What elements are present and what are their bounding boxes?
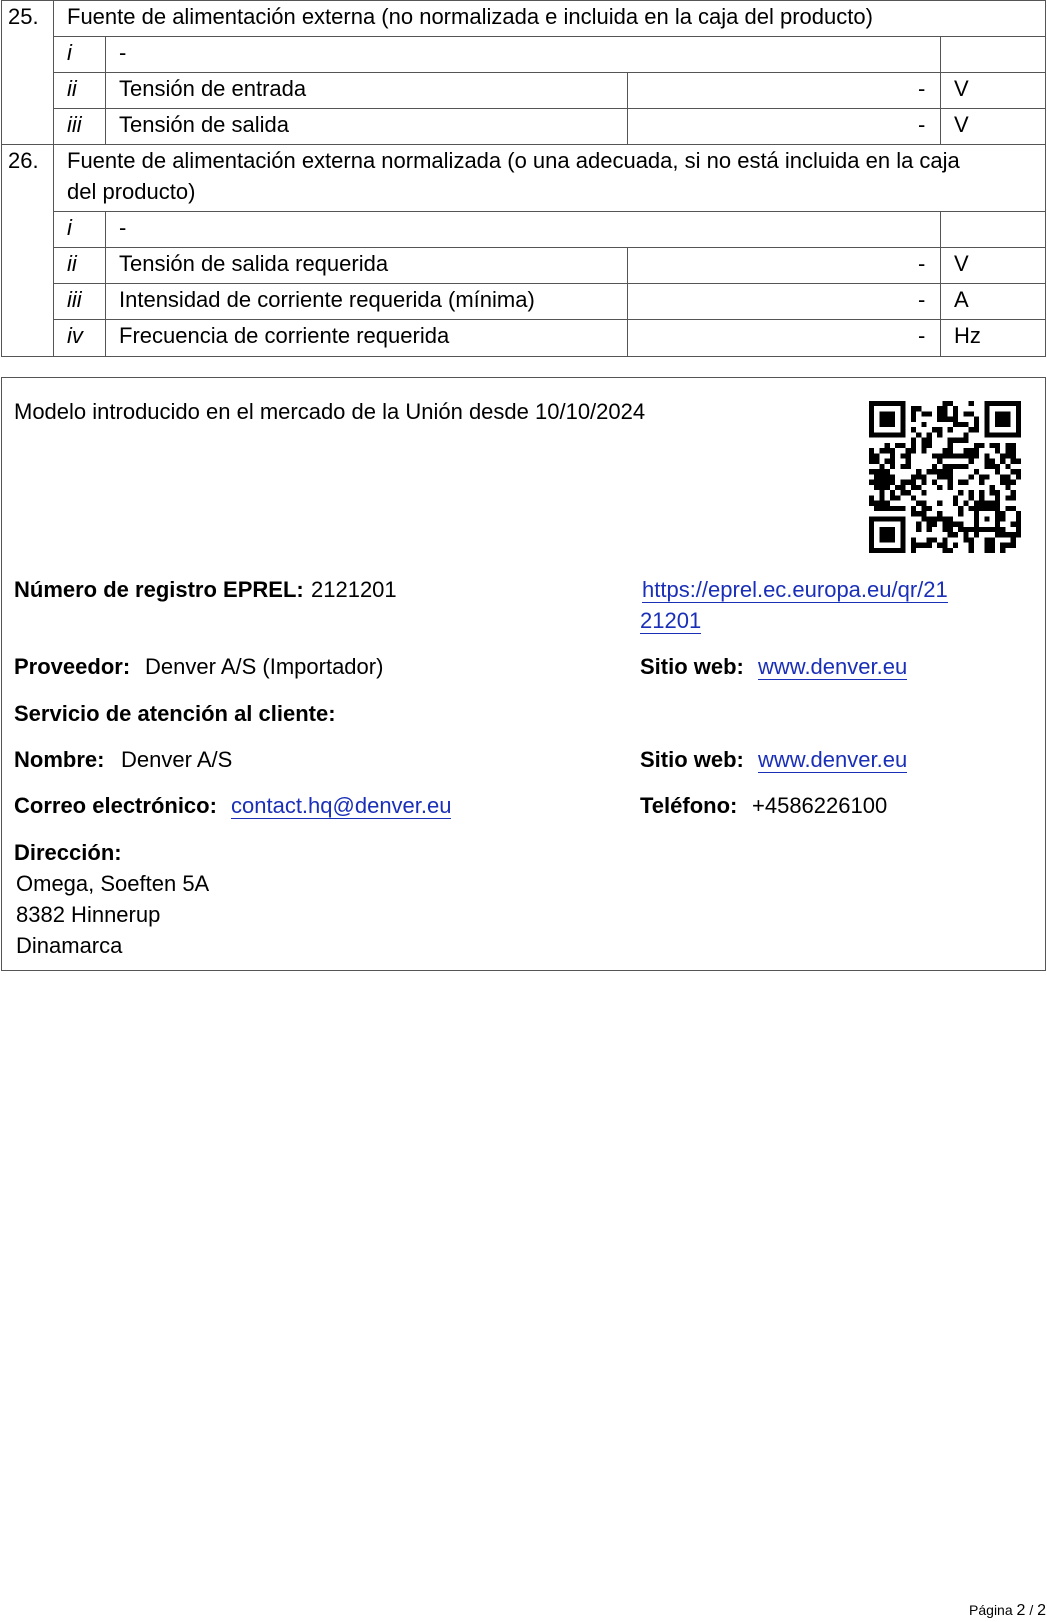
sub-label: Intensidad de corriente requerida (mínima) xyxy=(119,287,535,312)
supplier-value: Denver A/S (Importador) xyxy=(145,654,384,679)
sub-unit: V xyxy=(954,76,969,101)
value-column-divider-26 xyxy=(627,247,628,357)
page-word: Página xyxy=(969,1602,1013,1618)
row-separator xyxy=(53,36,1046,37)
sub-unit: Hz xyxy=(954,323,981,348)
name-value: Denver A/S xyxy=(121,747,233,772)
info-box-border-left xyxy=(1,377,2,971)
roman-column-divider-25 xyxy=(105,36,106,145)
sub-roman: iii xyxy=(67,287,82,312)
row-separator xyxy=(1,144,1046,145)
supplier-label: Proveedor: xyxy=(14,654,131,679)
phone-value: +4586226100 xyxy=(752,793,888,818)
sub-label: - xyxy=(119,215,127,240)
sub-value: - xyxy=(918,112,926,137)
sub-label: Frecuencia de corriente requerida xyxy=(119,323,450,348)
page-separator: / xyxy=(1029,1602,1034,1618)
eprel-link-line1[interactable]: https://eprel.ec.europa.eu/qr/21 xyxy=(642,577,948,602)
eprel-label: Número de registro EPREL: xyxy=(14,577,304,602)
sub-label: Tensión de salida requerida xyxy=(119,251,389,276)
eprel-link-line2[interactable]: 21201 xyxy=(640,608,702,633)
sub-roman: i xyxy=(67,40,72,65)
row-number: 26. xyxy=(8,148,39,173)
sub-label: Tensión de salida xyxy=(119,112,290,137)
sub-value: - xyxy=(918,251,926,276)
roman-column-divider-26 xyxy=(105,211,106,357)
customer-service-label: Servicio de atención al cliente: xyxy=(14,701,336,726)
row-separator xyxy=(53,319,1046,320)
sub-roman: i xyxy=(67,215,72,240)
page-total: 2 xyxy=(1037,1602,1046,1619)
info-box-border-bottom xyxy=(1,970,1046,971)
name-label: Nombre: xyxy=(14,747,105,772)
sub-label: - xyxy=(119,40,127,65)
table-border-bottom xyxy=(1,356,1046,357)
email-label: Correo electrónico: xyxy=(14,793,217,818)
address-line: 8382 Hinnerup xyxy=(16,902,161,927)
address-line: Omega, Soeften 5A xyxy=(16,871,210,896)
row-title: Fuente de alimentación externa (no normalizada e incluida en la caja del producto) xyxy=(67,4,873,29)
sub-unit: V xyxy=(954,251,969,276)
sub-roman: iii xyxy=(67,112,82,137)
sub-roman: iv xyxy=(67,323,83,348)
row-title-line1: Fuente de alimentación externa normalizada (o una adecuada, si no está incluida en la caja xyxy=(67,148,960,173)
cs-website-label: Sitio web: xyxy=(640,747,744,772)
row-title-line2: del producto) xyxy=(67,179,196,204)
sub-roman: ii xyxy=(67,76,77,101)
sub-unit: A xyxy=(954,287,969,312)
number-column-divider xyxy=(53,0,54,357)
address-line: Dinamarca xyxy=(16,933,123,958)
table-border-right xyxy=(1045,0,1046,357)
cs-website-link[interactable]: www.denver.eu xyxy=(758,747,908,772)
model-intro-text: Modelo introducido en el mercado de la Unión desde 10/10/2024 xyxy=(14,399,646,424)
row-separator xyxy=(53,247,1046,248)
row-number: 25. xyxy=(8,4,39,29)
sub-unit: V xyxy=(954,112,969,137)
address-label: Dirección: xyxy=(14,840,122,865)
sub-value: - xyxy=(918,323,926,348)
eprel-value: 2121201 xyxy=(311,577,397,602)
table-border-left xyxy=(1,0,2,357)
table-border-top xyxy=(1,0,1046,1)
qr-code-icon[interactable] xyxy=(869,401,1021,553)
page-number xyxy=(969,1602,1046,1620)
row-separator xyxy=(53,108,1046,109)
row-separator xyxy=(53,283,1046,284)
website-link[interactable]: www.denver.eu xyxy=(758,654,908,679)
unit-column-divider-26 xyxy=(940,211,941,357)
info-box-border-top xyxy=(1,377,1046,378)
sub-value: - xyxy=(918,76,926,101)
email-link[interactable]: contact.hq@denver.eu xyxy=(231,793,452,818)
sub-roman: ii xyxy=(67,251,77,276)
row-separator xyxy=(53,72,1046,73)
phone-label: Teléfono: xyxy=(640,793,738,818)
unit-column-divider-25 xyxy=(940,36,941,145)
website-label: Sitio web: xyxy=(640,654,744,679)
sub-label: Tensión de entrada xyxy=(119,76,307,101)
sub-value: - xyxy=(918,287,926,312)
row-separator xyxy=(53,211,1046,212)
info-box-border-right xyxy=(1045,377,1046,971)
page-current: 2 xyxy=(1016,1602,1026,1619)
